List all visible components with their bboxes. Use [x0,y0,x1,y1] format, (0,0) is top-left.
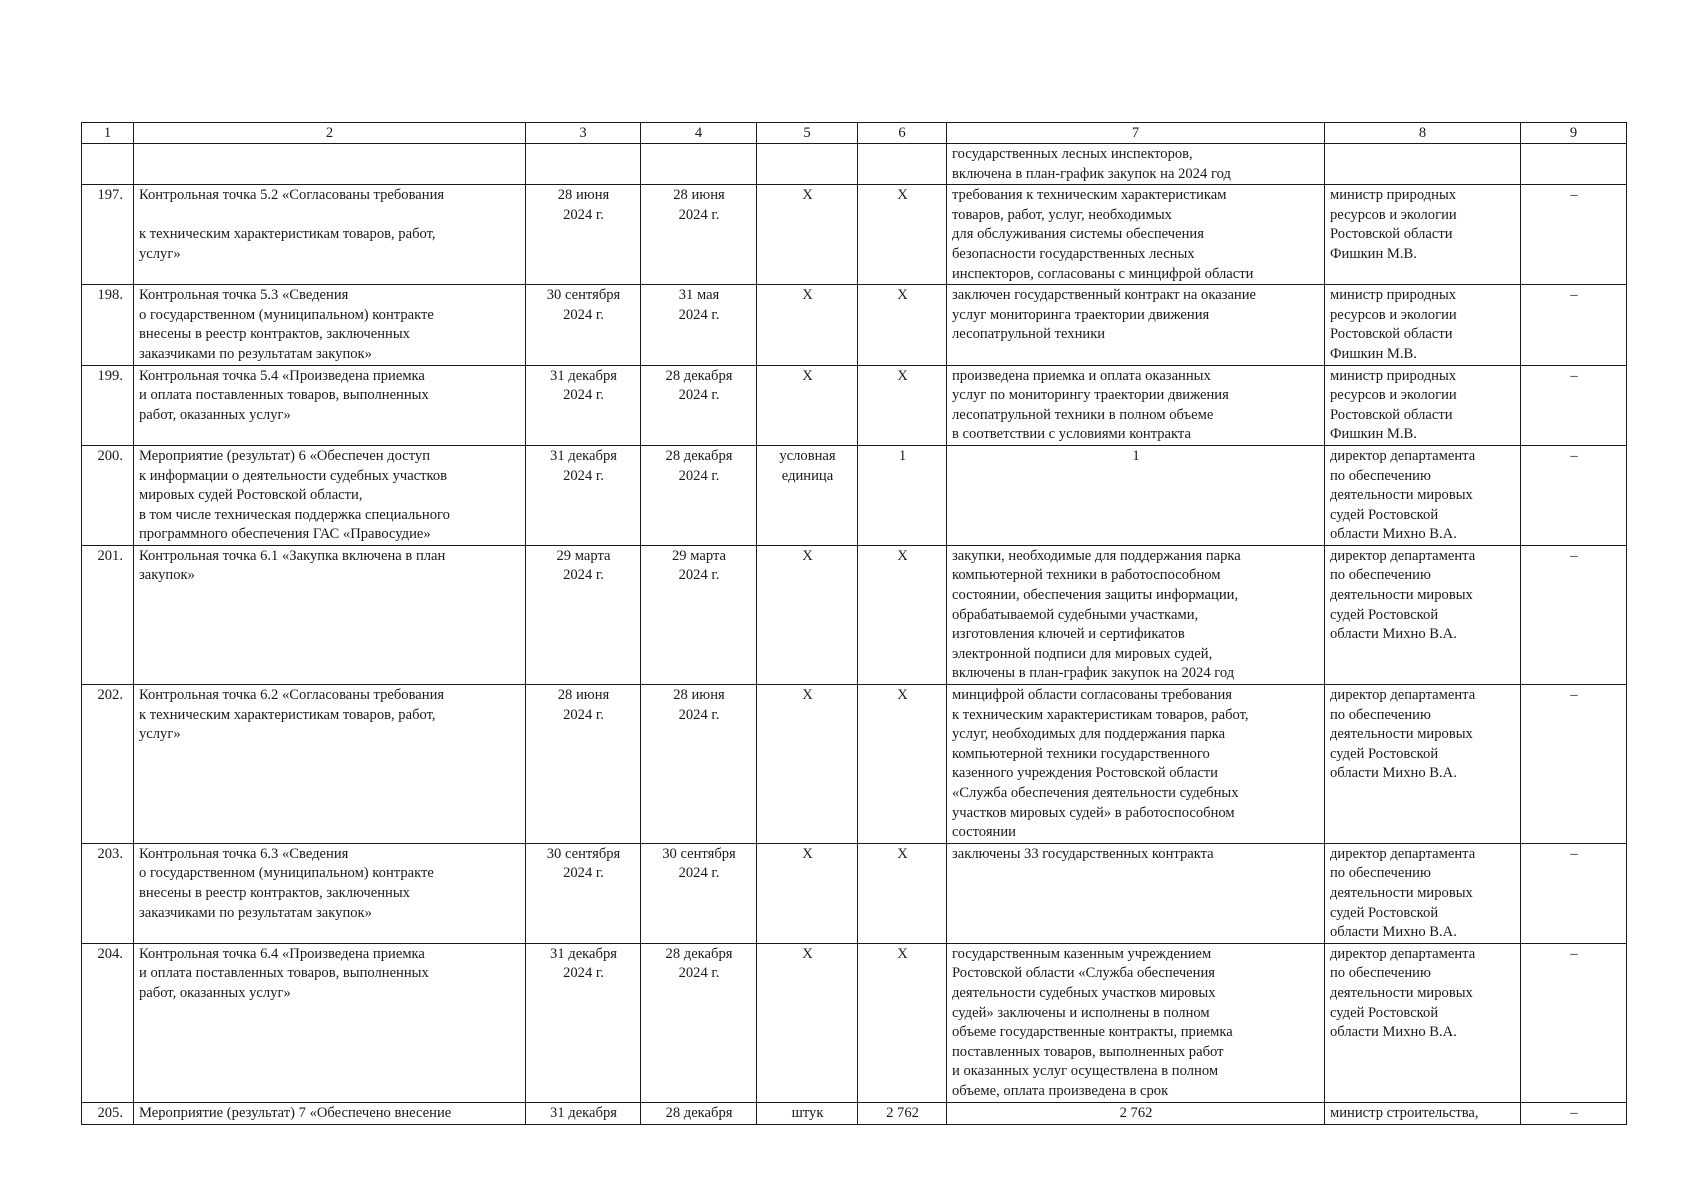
cell-responsible: директор департамента по обеспечению деятельности мировых судей Ростовской области Михно В.А. [1325,943,1521,1102]
cell-row-number [82,144,134,185]
cell-plan-date: 31 декабря 2024 г. [526,943,641,1102]
header-cell: 9 [1521,123,1627,144]
cell-row-number: 200. [82,445,134,545]
header-cell: 5 [757,123,858,144]
cell-unit: Х [757,843,858,943]
cell-plan-value: Х [858,943,947,1102]
cell-plan-date: 31 декабря 2024 г. [526,445,641,545]
cell-fact-date: 28 декабря 2024 г. [641,365,757,445]
cell-event-name: Контрольная точка 6.4 «Произведена приемка и оплата поставленных товаров, выполненных работ, оказанных услуг» [134,943,526,1102]
cell-unit: Х [757,285,858,365]
cell-note: – [1521,843,1627,943]
cell-result: государственным казенным учреждением Ростовской области «Служба обеспечения деятельности судебных участков мировых судей» заключены и исполнены в полном объеме государственные контракты, приемка поставленных товаров, выполненных работ и оказанных услуг осуществлена в полном объеме, оплата произведена в срок [947,943,1325,1102]
cell-plan-date [526,144,641,185]
cell-plan-date: 28 июня 2024 г. [526,685,641,844]
cell-event-name: Мероприятие (результат) 6 «Обеспечен доступ к информации о деятельности судебных участков мировых судей Ростовской области, в том числе техническая поддержка специального программного обеспечения ГАС «Правосудие» [134,445,526,545]
cell-plan-value: Х [858,843,947,943]
cell-fact-date: 30 сентября 2024 г. [641,843,757,943]
header-cell: 1 [82,123,134,144]
cell-fact-date: 29 марта 2024 г. [641,545,757,684]
cell-responsible: директор департамента по обеспечению деятельности мировых судей Ростовской области Михно В.А. [1325,843,1521,943]
cell-result: 2 762 [947,1102,1325,1124]
cell-plan-value: Х [858,685,947,844]
cell-result: произведена приемка и оплата оказанных услуг по мониторингу траектории движения лесопатрульной техники в полном объеме в соответствии с условиями контракта [947,365,1325,445]
cell-note: – [1521,545,1627,684]
header-cell: 8 [1325,123,1521,144]
cell-note: – [1521,285,1627,365]
cell-fact-date: 28 июня 2024 г. [641,685,757,844]
header-cell: 3 [526,123,641,144]
cell-responsible: министр природных ресурсов и экологии Ростовской области Фишкин М.В. [1325,185,1521,285]
cell-event-name [134,144,526,185]
cell-row-number: 197. [82,185,134,285]
cell-row-number: 202. [82,685,134,844]
cell-note [1521,144,1627,185]
header-cell: 2 [134,123,526,144]
cell-row-number: 201. [82,545,134,684]
table-row [82,365,1627,445]
cell-unit: Х [757,943,858,1102]
cell-note: – [1521,365,1627,445]
cell-row-number: 199. [82,365,134,445]
cell-event-name: Контрольная точка 5.4 «Произведена приемка и оплата поставленных товаров, выполненных работ, оказанных услуг» [134,365,526,445]
cell-unit: штук [757,1102,858,1124]
table-row [82,943,1627,1102]
cell-plan-value: 1 [858,445,947,545]
cell-plan-date: 30 сентября 2024 г. [526,843,641,943]
cell-plan-value: Х [858,365,947,445]
cell-result: заключены 33 государственных контракта [947,843,1325,943]
cell-event-name: Контрольная точка 6.2 «Согласованы требования к техническим характеристикам товаров, работ, услуг» [134,685,526,844]
cell-note: – [1521,1102,1627,1124]
cell-plan-date: 29 марта 2024 г. [526,545,641,684]
table-header-row [82,123,1627,144]
cell-row-number: 204. [82,943,134,1102]
table-row [82,185,1627,285]
cell-fact-date [641,144,757,185]
cell-fact-date: 28 декабря 2024 г. [641,943,757,1102]
cell-unit [757,144,858,185]
cell-note: – [1521,943,1627,1102]
cell-event-name: Контрольная точка 6.1 «Закупка включена в план закупок» [134,545,526,684]
cell-unit: Х [757,185,858,285]
cell-fact-date: 31 мая 2024 г. [641,285,757,365]
table-row [82,685,1627,844]
cell-responsible [1325,144,1521,185]
cell-event-name: Контрольная точка 6.3 «Сведения о государственном (муниципальном) контракте внесены в реестр контрактов, заключенных заказчиками по результатам закупок» [134,843,526,943]
cell-unit: Х [757,685,858,844]
cell-result: заключен государственный контракт на оказание услуг мониторинга траектории движения лесопатрульной техники [947,285,1325,365]
cell-plan-date: 31 декабря [526,1102,641,1124]
table-row [82,445,1627,545]
cell-result: государственных лесных инспекторов, включена в план-график закупок на 2024 год [947,144,1325,185]
header-cell: 4 [641,123,757,144]
cell-plan-value: Х [858,285,947,365]
cell-unit: условная единица [757,445,858,545]
cell-result: требования к техническим характеристикам товаров, работ, услуг, необходимых для обслуживания системы обеспечения безопасности государственных лесных инспекторов, согласованы с минцифрой области [947,185,1325,285]
cell-plan-value: 2 762 [858,1102,947,1124]
cell-result: минцифрой области согласованы требования к техническим характеристикам товаров, работ, услуг, необходимых для поддержания парка компьютерной техники государственного казенного учреждения Ростовской области «Служба обеспечения деятельности судебных участков мировых судей» в работоспособном состоянии [947,685,1325,844]
cell-plan-value [858,144,947,185]
cell-note: – [1521,185,1627,285]
table-row [82,1102,1627,1124]
cell-plan-date: 30 сентября 2024 г. [526,285,641,365]
cell-fact-date: 28 декабря 2024 г. [641,445,757,545]
cell-unit: Х [757,545,858,684]
cell-plan-date: 31 декабря 2024 г. [526,365,641,445]
cell-responsible: директор департамента по обеспечению деятельности мировых судей Ростовской области Михно В.А. [1325,545,1521,684]
cell-row-number: 203. [82,843,134,943]
cell-fact-date: 28 июня 2024 г. [641,185,757,285]
cell-unit: Х [757,365,858,445]
cell-note: – [1521,685,1627,844]
cell-event-name: Контрольная точка 5.3 «Сведения о государственном (муниципальном) контракте внесены в реестр контрактов, заключенных заказчиками по результатам закупок» [134,285,526,365]
cell-note: – [1521,445,1627,545]
cell-responsible: директор департамента по обеспечению деятельности мировых судей Ростовской области Михно В.А. [1325,445,1521,545]
cell-responsible: директор департамента по обеспечению деятельности мировых судей Ростовской области Михно В.А. [1325,685,1521,844]
cell-row-number: 205. [82,1102,134,1124]
table-row [82,144,1627,185]
cell-responsible: министр природных ресурсов и экологии Ростовской области Фишкин М.В. [1325,285,1521,365]
cell-fact-date: 28 декабря [641,1102,757,1124]
cell-event-name: Мероприятие (результат) 7 «Обеспечено внесение [134,1102,526,1124]
header-cell: 7 [947,123,1325,144]
cell-responsible: министр строительства, [1325,1102,1521,1124]
cell-plan-value: Х [858,545,947,684]
cell-plan-value: Х [858,185,947,285]
table-row [82,545,1627,684]
cell-result: закупки, необходимые для поддержания парка компьютерной техники в работоспособном состоянии, обеспечения защиты информации, обрабатываемой судебными участками, изготовления ключей и сертификатов электронной подписи для мировых судей, включены в план-график закупок на 2024 год [947,545,1325,684]
cell-responsible: министр природных ресурсов и экологии Ростовской области Фишкин М.В. [1325,365,1521,445]
table-row [82,285,1627,365]
cell-row-number: 198. [82,285,134,365]
report-table [81,122,1627,1125]
header-cell: 6 [858,123,947,144]
cell-plan-date: 28 июня 2024 г. [526,185,641,285]
table-row [82,843,1627,943]
cell-result: 1 [947,445,1325,545]
cell-event-name: Контрольная точка 5.2 «Согласованы требования к техническим характеристикам товаров, работ, услуг» [134,185,526,285]
